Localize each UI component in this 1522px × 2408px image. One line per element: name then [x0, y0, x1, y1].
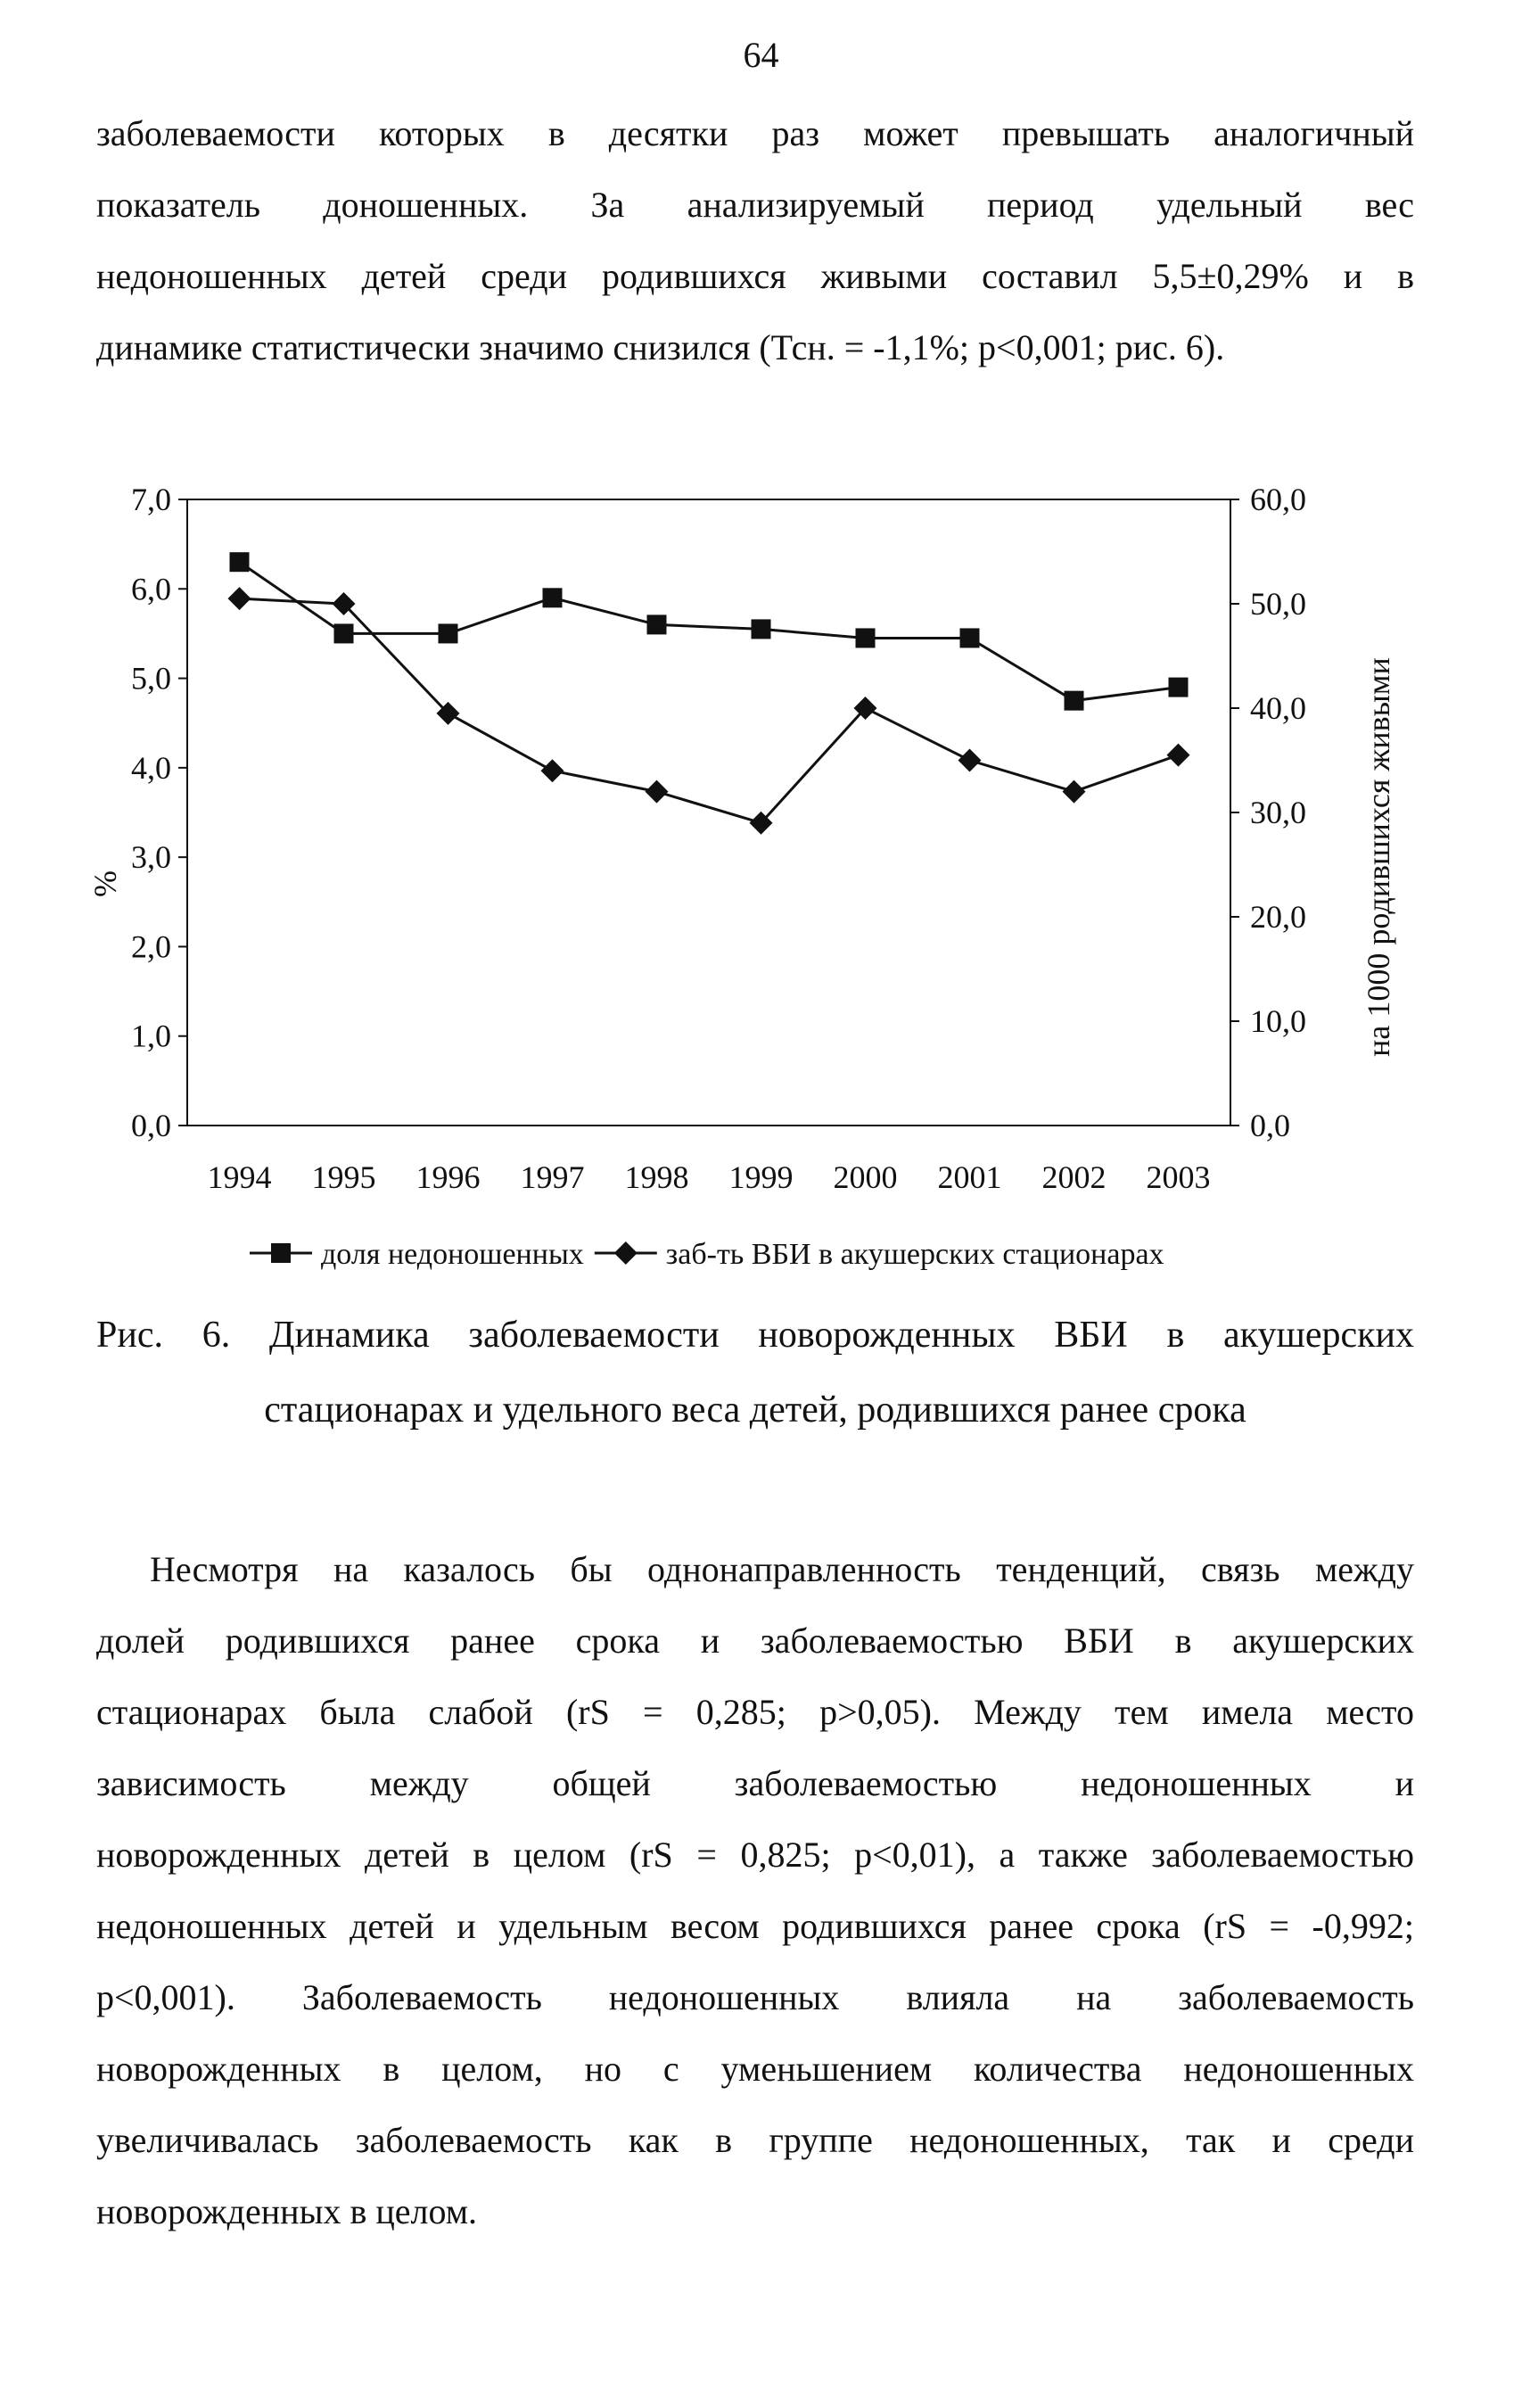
legend-marker-1 [271, 1243, 291, 1263]
series-2-point [1167, 744, 1190, 767]
figure-6-chart [80, 464, 1396, 1284]
caption-line: стационарах и удельного веса детей, родившихся ранее срока [264, 1390, 1246, 1431]
series-2-point [228, 587, 251, 610]
series-2-point [958, 749, 982, 772]
right-axis-tick-label: 50,0 [1250, 586, 1306, 622]
left-axis-label: % [87, 870, 123, 897]
right-axis-tick-label: 20,0 [1250, 899, 1306, 935]
series-line-2 [240, 598, 1179, 823]
series-1-point [1065, 691, 1084, 711]
x-axis-tick-label: 2003 [1146, 1159, 1211, 1195]
left-axis-tick-label: 6,0 [131, 571, 171, 607]
paragraph-intro [96, 98, 1414, 383]
series-1-point [334, 623, 354, 643]
text-line: новорожденных детей в целом (rS = 0,825; p<0,01), а также заболеваемостью [96, 1835, 1414, 1875]
x-axis-tick-label: 2001 [937, 1159, 1002, 1195]
series-1-point [1169, 678, 1189, 697]
x-axis-tick-label: 1997 [520, 1159, 585, 1195]
series-2-point [646, 780, 669, 804]
legend-label-1: доля недоношенных [321, 1238, 584, 1271]
page-number: 64 [743, 35, 779, 75]
series-1-point [439, 623, 458, 643]
text-line: увеличивалась заболеваемость как в группе недоношенных, так и среди [96, 2120, 1414, 2160]
text-line: зависимость между общей заболеваемостью недоношенных и [96, 1763, 1414, 1803]
left-axis-tick-label: 2,0 [131, 928, 171, 965]
left-axis-tick-label: 4,0 [131, 749, 171, 786]
text-line: недоношенных детей и удельным весом родившихся ранее срока (rS = -0,992; [96, 1906, 1414, 1946]
x-axis-tick-label: 2002 [1041, 1159, 1107, 1195]
x-axis-tick-label: 1996 [415, 1159, 481, 1195]
text-line: заболеваемости которых в десятки раз может превышать аналогичный [96, 113, 1414, 153]
left-axis-tick-label: 5,0 [131, 660, 171, 697]
series-1-point [543, 588, 563, 607]
series-1-point [752, 619, 771, 639]
figure-caption [96, 1298, 1414, 1447]
x-axis-tick-label: 1995 [311, 1159, 376, 1195]
left-axis-tick-label: 3,0 [131, 839, 171, 876]
right-axis-tick-label: 60,0 [1250, 482, 1306, 517]
x-axis-tick-label: 1999 [728, 1159, 794, 1195]
caption-line: Рис. 6. Динамика заболеваемости новорожденных ВБИ в акушерских [96, 1315, 1414, 1356]
series-1-point [856, 628, 876, 647]
left-axis-tick-label: 0,0 [131, 1108, 171, 1143]
text-line: недоношенных детей среди родившихся живыми составил 5,5±0,29% и в [96, 256, 1414, 296]
left-axis-tick-label: 7,0 [131, 482, 171, 517]
text-line: новорожденных в целом. [96, 2191, 478, 2231]
series-1-point [647, 614, 667, 634]
right-axis-tick-label: 0,0 [1250, 1108, 1290, 1143]
legend-marker-2 [614, 1241, 638, 1265]
text-line: стационарах была слабой (rS = 0,285; p>0,05). Между тем имела место [96, 1692, 1414, 1732]
series-1-point [230, 552, 250, 572]
text-line: долей родившихся ранее срока и заболеваемостью ВБИ в акушерских [96, 1620, 1414, 1661]
series-2-point [1063, 780, 1086, 804]
text-line: Несмотря на казалось бы однонаправленность тенденций, связь между [150, 1549, 1414, 1589]
x-axis-tick-label: 1998 [624, 1159, 689, 1195]
text-line: новорожденных в целом, но с уменьшением количества недоношенных [96, 2049, 1414, 2089]
x-axis-tick-label: 1994 [207, 1159, 272, 1195]
x-axis-tick-label: 2000 [833, 1159, 898, 1195]
text-line: p<0,001). Заболеваемость недоношенных влияла на заболеваемость [96, 1977, 1414, 2017]
right-axis-label: на 1000 родившихся живыми [1361, 657, 1396, 1057]
series-2-point [541, 759, 564, 782]
paragraph-correlation [96, 1534, 1414, 2247]
text-line: динамике статистически значимо снизился (Тсн. = -1,1%; p<0,001; рис. 6). [96, 327, 1225, 367]
text-line: показатель доношенных. За анализируемый период удельный вес [96, 185, 1414, 225]
legend-label-2: заб-ть ВБИ в акушерских стационарах [665, 1238, 1164, 1271]
right-axis-tick-label: 30,0 [1250, 795, 1306, 830]
right-axis-tick-label: 10,0 [1250, 1003, 1306, 1039]
left-axis-tick-label: 1,0 [131, 1018, 171, 1054]
series-line-1 [240, 562, 1179, 700]
right-axis-tick-label: 40,0 [1250, 690, 1306, 726]
series-1-point [960, 628, 980, 647]
